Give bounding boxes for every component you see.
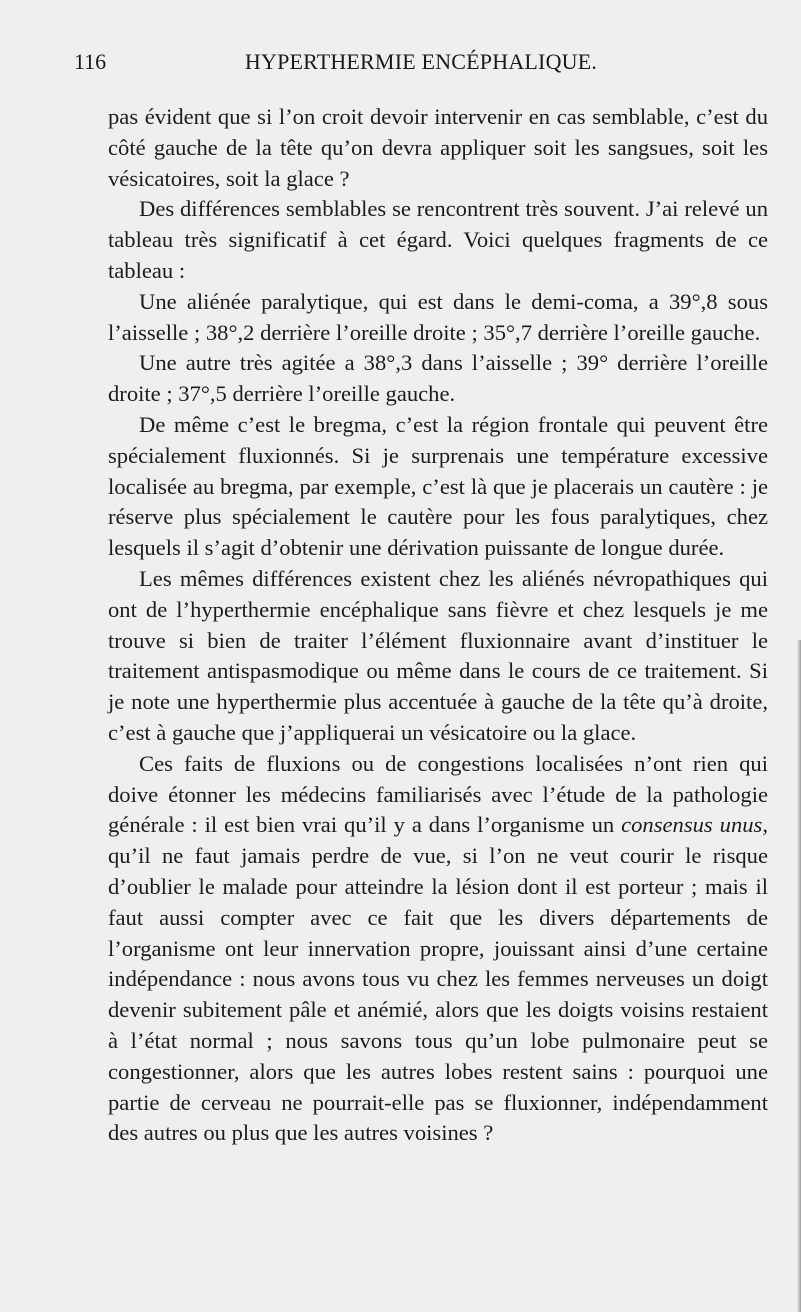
paragraph: De même c’est le bregma, c’est la région frontale qui peuvent être spécialement fluxionnés. Si je surprenais une température excessive localisée au bregma, par exemple, c’est là que je placerais un cautère : je réserve plus spécialement le cautère pour les fous paralytiques, chez lesquels il s’agit d’obtenir une dérivation puissante de longue durée. bbox=[108, 411, 768, 561]
paragraph-text-before: Ces faits de fluxions ou de congestions localisées n’ont rien qui doive étonner les médecins familiarisés avec l’étude de la pathologie générale : il est bien vrai qu’il y a dans l’organisme un bbox=[108, 750, 768, 838]
paragraph-text-after: , qu’il ne faut jamais perdre de vue, si l’on ne veut courir le risque d’oublier le malade pour atteindre la lésion dont il est porteur ; mais il faut aussi compter avec ce fait que les divers départements de l’organisme ont leur innervation propre, jouissant ainsi d’une certaine indépendance : nous avons tous vu chez les femmes nerveuses un doigt devenir subitement pâle et anémié, alors que les doigts voisins restaient à l’état normal ; nous savons tous qu’un lobe pulmonaire peut se congestionner, alors que les autres lobes restent sains : pourquoi une partie de cerveau ne pourrait-elle pas se fluxionner, indépendamment des autres ou plus que les autres voisines ? bbox=[108, 812, 768, 1146]
paragraph-continuation: pas évident que si l’on croit devoir intervenir en cas semblable, c’est du côté gauche de la tête qu’on devra appliquer soit les sangsues, soit les vésicatoires, soit la glace ? bbox=[108, 104, 768, 191]
page-edge-shadow bbox=[797, 640, 801, 1312]
running-title: HYPERTHERMIE ENCÉPHALIQUE. bbox=[244, 49, 598, 74]
paragraph bbox=[108, 749, 768, 1149]
body-text bbox=[108, 102, 768, 1149]
paragraph: Des différences semblables se rencontrent très souvent. J’ai relevé un tableau très significatif à cet égard. Voici quelques fragments de ce tableau : bbox=[108, 196, 768, 283]
latin-phrase: consensus unus bbox=[621, 812, 763, 838]
page-header bbox=[74, 49, 768, 83]
paragraph: Une aliénée paralytique, qui est dans le demi-coma, a 39°,8 sous l’aisselle ; 38°,2 derrière l’oreille droite ; 35°,7 derrière l’oreille gauche. bbox=[108, 288, 768, 345]
paragraph: Une autre très agitée a 38°,3 dans l’aisselle ; 39° derrière l’oreille droite ; 37°,5 derrière l’oreille gauche. bbox=[108, 350, 768, 407]
page-number: 116 bbox=[74, 49, 107, 74]
paragraph: Les mêmes différences existent chez les aliénés névropathiques qui ont de l’hyperthermie encéphalique sans fièvre et chez lesquels je me trouve si bien de traiter l’élément fluxionnaire avant d’instituer le traitement antispasmodique ou même dans le cours de ce traitement. Si je note une hyperthermie plus accentuée à gauche de la tête qu’à droite, c’est à gauche que j’appliquerai un vésicatoire ou la glace. bbox=[108, 565, 768, 745]
